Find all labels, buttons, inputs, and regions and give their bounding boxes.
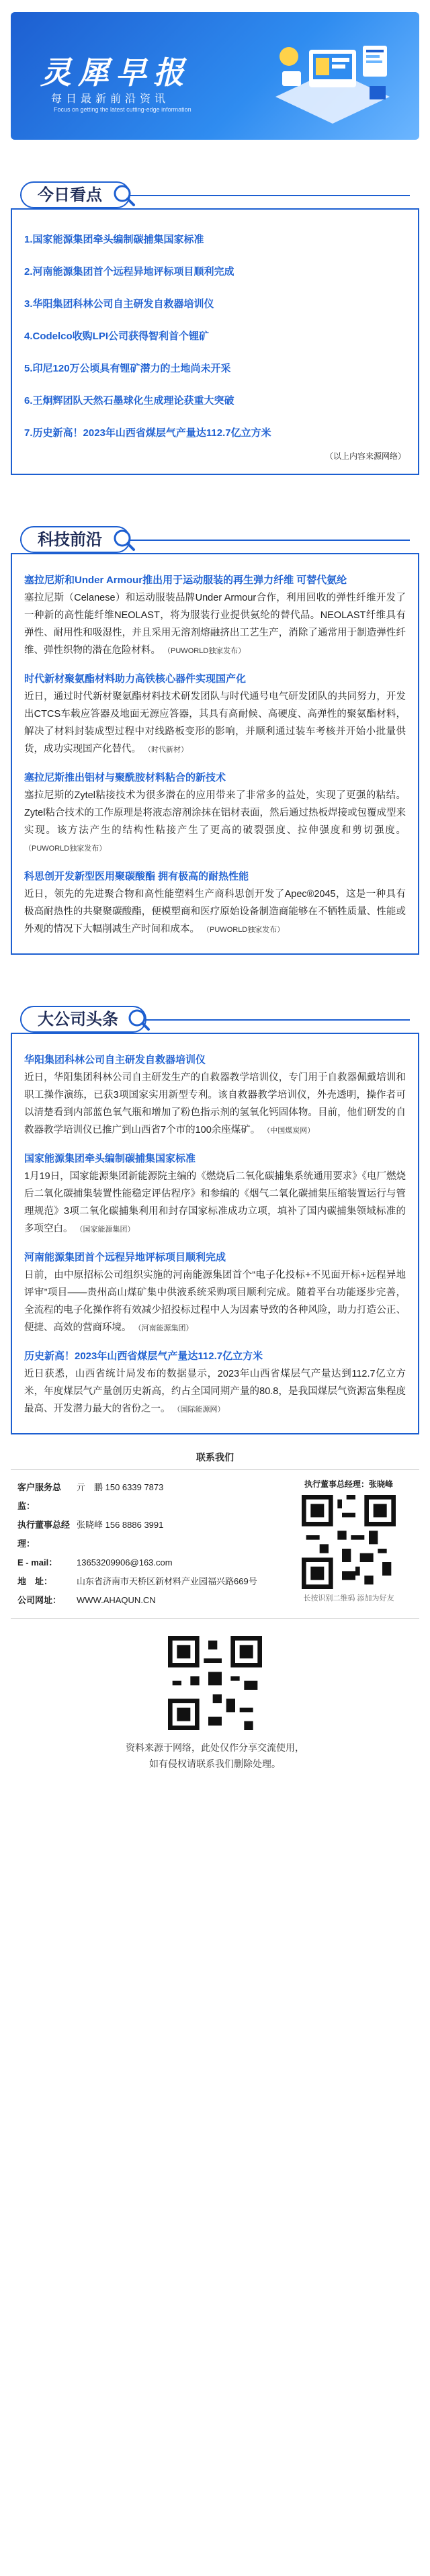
footer-line: 如有侵权请联系我们删除处理。 [149, 1758, 281, 1769]
bigco-articles-box [11, 1033, 419, 1434]
toc-item-4[interactable]: 4.Codelco收购LPI公司获得智利首个锂矿 [24, 331, 210, 342]
tech-articles-box [11, 553, 419, 955]
article-body: 塞拉尼斯（Celanese）和运动服装品牌Under Armour合作，利用回收的弹性纤维开发了一种新的高性能纤维NEOLAST，将为服装行业提供氨纶的替代品。NEOLAST纤维具有弹性、耐用性和吸湿性，并且采用无溶剂熔融挤出工艺生产，消除了通常用于制造弹性纤维、弹性织物的潜在危险材料。 （PUWORLD独家发布） [24, 593, 406, 656]
article-title[interactable]: 塞拉尼斯和Under Armour推出用于运动服装的再生弹力纤维 可替代氨纶 [24, 574, 347, 586]
qr-code-icon[interactable] [302, 1495, 396, 1589]
contact-row: 公司网址： WWW.AHAQUN.CN [17, 1591, 285, 1610]
section-bigco-title: 大公司头条 [20, 1006, 146, 1033]
article-title[interactable]: 历史新高！2023年山西省煤层气产量达112.7亿立方米 [24, 1350, 263, 1362]
contact-panel [11, 1469, 419, 1619]
qr-panel [285, 1478, 413, 1610]
email-link[interactable]: 13653209906@163.com [77, 1557, 173, 1568]
contact-row: 客户服务总监： 亓 鹏 150 6339 7873 [17, 1478, 285, 1516]
article-title[interactable]: 国家能源集团牵头编制碳捕集国家标准 [24, 1153, 196, 1164]
article-body: 近日，华阳集团科林公司自主研发生产的自救器教学培训仪，专门用于自救器佩戴培训和职工操作演练，已获3项国家实用新型专利。该自救器教学培训仪，外壳透明，操作者可以清楚看到内部蓝色氧气瓶和增加了粉色指示剂的氢氧化钙固体物。目前，他们研发的自救器教学培训仪已推广到山西省7个市的100余座煤矿。 （中国煤炭网） [24, 1072, 406, 1135]
toc-item-7[interactable]: 7.历史新高！2023年山西省煤层气产量达112.7亿立方米 [24, 427, 271, 439]
magnifier-icon [126, 1007, 150, 1031]
article-title[interactable]: 河南能源集团首个远程异地评标项目顺利完成 [24, 1252, 226, 1263]
website-link[interactable]: WWW.AHAQUN.CN [77, 1595, 156, 1605]
article-source: （河南能源集团） [134, 1324, 194, 1332]
article-title[interactable]: 科思创开发新型医用聚碳酸酯 拥有极高的耐热性能 [24, 871, 249, 882]
toc-item-5[interactable]: 5.印尼120万公顷具有锂矿潜力的土地尚未开采 [24, 363, 231, 374]
article-title[interactable]: 华阳集团科林公司自主研发自救器培训仪 [24, 1054, 206, 1066]
article-source: （PUWORLD独家发布） [163, 647, 246, 655]
toc-item-3[interactable]: 3.华阳集团科林公司自主研发自救器培训仪 [24, 298, 214, 310]
qr-label: 执行董事总经理：张晓峰 [304, 1479, 393, 1489]
phone-number[interactable]: 张晓峰 156 8886 3991 [77, 1520, 164, 1530]
banner-english-subtitle: Focus on getting the latest cutting-edge information [54, 106, 191, 113]
qr-caption: 长按识别二维码 添加为好友 [303, 1594, 394, 1602]
article-source: （PUWORLD独家发布） [24, 845, 107, 853]
contact-heading: 联系我们 [196, 1452, 234, 1463]
article-source: （时代新材） [144, 746, 189, 754]
header-banner [11, 12, 419, 140]
address-text: 山东省济南市天桥区新材料产业园福兴路669号 [77, 1576, 257, 1586]
article-body: 塞拉尼斯的Zytel粘接技术为很多潜在的应用带来了非常多的益处，实现了更强的粘结。Zytel粘合技术的工作原理是将液态溶剂涂抹在铝材表面，然后通过热板焊接或包覆成型来实现。该方法产生的结构性粘接产生了更高的破裂强度、拉伸强度和剪切强度。 （PUWORLD独家发布） [24, 790, 406, 853]
magnifier-icon [112, 527, 136, 552]
bottom-qr-code-icon[interactable] [168, 1636, 262, 1730]
section-tech-title: 科技前沿 [20, 526, 130, 553]
article-body: 近日，通过时代新材聚氨酯材料技术研发团队与时代通号电气研发团队的共同努力，开发出CTCS车载应答器及地面无源应答器，其具有高耐候、高硬度、高弹性的聚氨酯材料，解决了材料封装成型过程中对线路板变形的影响，并顺利通过装车考核并开始小批量供货，成功实现国产化替代。 （时代新材） [24, 691, 406, 755]
toc-source-note: （以上内容来源网络） [325, 452, 406, 461]
article-body: 近日获悉，山西省统计局发布的数据显示，2023年山西省煤层气产量达到112.7亿立方米，年度煤层气产量创历史新高，约占全国同期产量的80.8，是我国煤层气资源富集程度最高、开发潜力最大的省份之一。 （国际能源网） [24, 1369, 406, 1414]
section-today-title: 今日看点 [20, 181, 130, 208]
footer-line: 资料来源于网络，此处仅作分享交流使用， [126, 1742, 304, 1753]
footer-disclaimer [0, 1740, 430, 1772]
article-source: （国际能源网） [173, 1406, 225, 1414]
toc-item-6[interactable]: 6.王炯辉团队天然石墨球化生成理论获重大突破 [24, 395, 234, 406]
magnifier-icon [112, 183, 136, 207]
contact-row: 执行董事总经理： 张晓峰 156 8886 3991 [17, 1516, 285, 1553]
toc-item-2[interactable]: 2.河南能源集团首个远程异地评标项目顺利完成 [24, 266, 234, 277]
article-title[interactable]: 时代新材聚氨酯材料助力高铁核心器件实现国产化 [24, 673, 247, 685]
article-body: 日前，由中原招标公司组织实施的河南能源集团首个“电子化投标+不见面开标+远程异地评审”项目——贵州高山煤矿集中供液系统采购项目顺利完成。随着平台功能逐步完善，全流程的电子化操作将有效减少招投标过程中人为因素导致的各种风险，助力打造公正、便捷、高效的营商环境。 （河南能源集团） [24, 1270, 406, 1333]
contact-row: 地 址： 山东省济南市天桥区新材料产业园福兴路669号 [17, 1572, 285, 1591]
section-today-header [11, 171, 419, 218]
article-title[interactable]: 塞拉尼斯推出铝材与聚酰胺材料粘合的新技术 [24, 772, 226, 783]
banner-title: 灵犀早报 [40, 55, 191, 90]
contact-details [17, 1478, 285, 1610]
article-source: （国家能源集团） [75, 1226, 135, 1234]
section-bigco-header [11, 995, 419, 1042]
phone-number[interactable]: 亓 鹏 150 6339 7873 [77, 1482, 164, 1492]
article-body: 近日，领先的先进聚合物和高性能塑料生产商科思创开发了Apec®2045，这是一种具有极高耐热性的共聚聚碳酸酯，便模塑商和医疗原始设备制造商能够在不牺牲质量、性能或外观的情况下大幅削减生产时间和成本。 （PUWORLD独家发布） [24, 889, 406, 935]
today-highlights-box [11, 208, 419, 475]
contact-row: E - mail： 13653209906@163.com [17, 1553, 285, 1572]
section-tech-header [11, 515, 419, 562]
toc-item-1[interactable]: 1.国家能源集团牵头编制碳捕集国家标准 [24, 234, 204, 245]
article-body: 1月19日，国家能源集团新能源院主编的《燃烧后二氧化碳捕集系统通用要求》《电厂燃烧后二氧化碳捕集装置性能稳定评估程序》和参编的《烟气二氧化碳捕集压缩装置运行与管理规范》3项二氧化碳捕集利用和封存国家标准成功立项，填补了国内碳捕集领域标准的多项空白。 （国家能源集团） [24, 1171, 406, 1234]
isometric-tech-illustration [262, 30, 403, 124]
banner-subtitle: 每日最新前沿资讯 [51, 93, 170, 105]
article-source: （PUWORLD独家发布） [202, 926, 285, 934]
article-source: （中国煤炭网） [263, 1127, 315, 1135]
